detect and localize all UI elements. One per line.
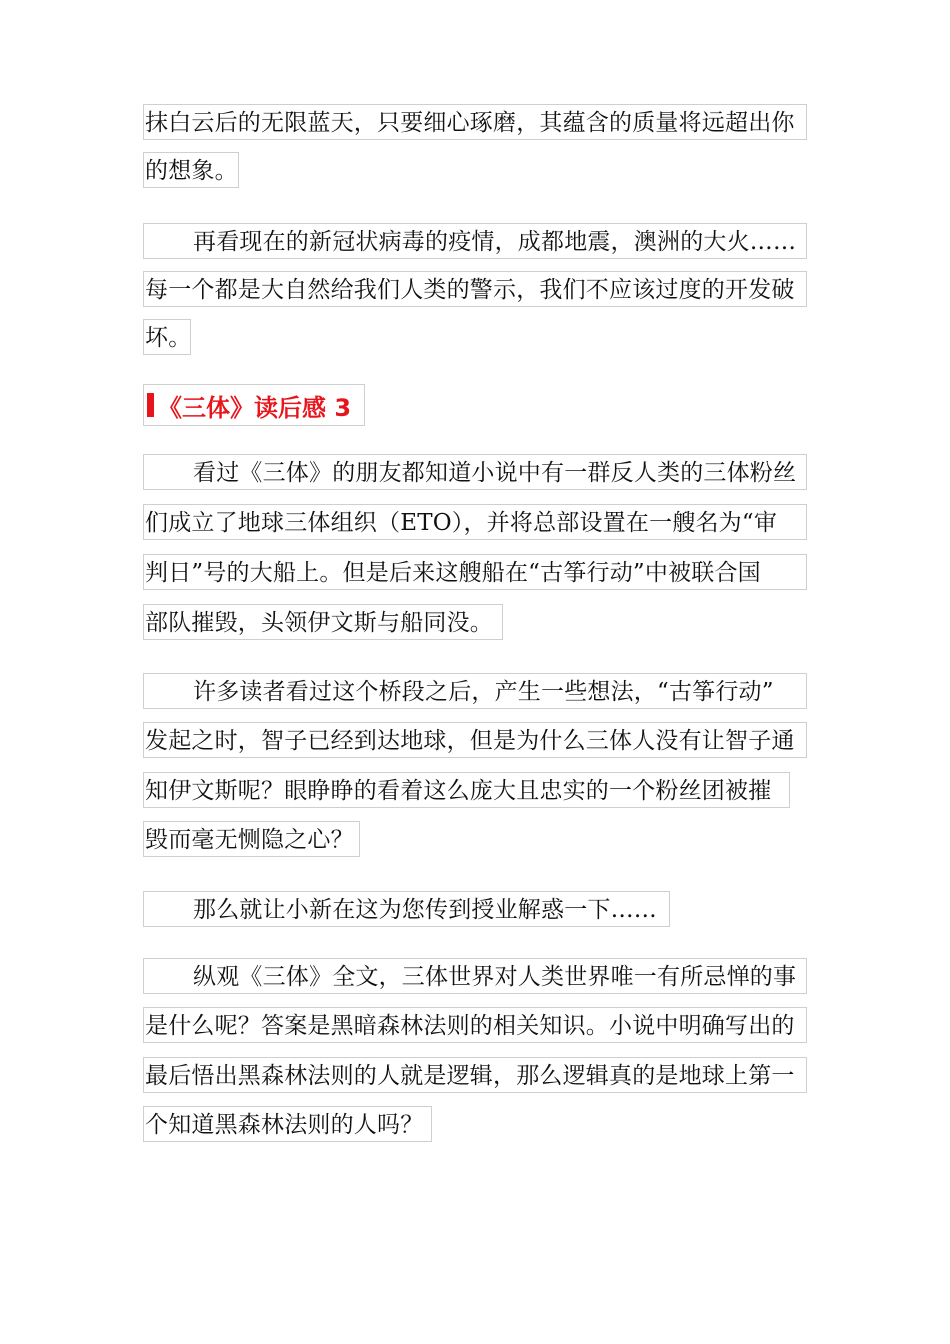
paragraph-line: 那么就让小新在这为您传到授业解惑一下…… [143, 891, 670, 927]
paragraph-line: 许多读者看过这个桥段之后，产生一些想法，“古筝行动” [143, 673, 807, 709]
paragraph-line: 是什么呢？答案是黑暗森林法则的相关知识。小说中明确写出的 [143, 1007, 807, 1043]
paragraph-line: 毁而毫无恻隐之心？ [143, 821, 360, 857]
paragraph-line: 的想象。 [143, 152, 239, 188]
paragraph-line: 知伊文斯呢？眼睁睁的看着这么庞大且忠实的一个粉丝团被摧 [143, 772, 790, 808]
paragraph-line: 抹白云后的无限蓝天，只要细心琢磨，其蕴含的质量将远超出你 [143, 104, 807, 140]
paragraph-line: 个知道黑森林法则的人吗？ [143, 1106, 432, 1142]
paragraph-line: 纵观《三体》全文，三体世界对人类世界唯一有所忌惮的事 [143, 958, 807, 994]
paragraph-line: 们成立了地球三体组织（ETO），并将总部设置在一艘名为“审 [143, 504, 807, 540]
paragraph-line: 坏。 [143, 319, 191, 355]
heading-marker-icon [147, 393, 154, 417]
section-heading [143, 384, 365, 426]
paragraph-line: 发起之时，智子已经到达地球，但是为什么三体人没有让智子通 [143, 722, 807, 758]
paragraph-line: 判日”号的大船上。但是后来这艘船在“古筝行动”中被联合国 [143, 554, 807, 590]
paragraph-line: 再看现在的新冠状病毒的疫情，成都地震，澳洲的大火…… [143, 223, 807, 259]
paragraph-line: 每一个都是大自然给我们人类的警示，我们不应该过度的开发破 [143, 271, 807, 307]
paragraph-line: 看过《三体》的朋友都知道小说中有一群反人类的三体粉丝 [143, 454, 807, 490]
paragraph-line: 部队摧毁，头领伊文斯与船同没。 [143, 604, 503, 640]
heading-text: 《三体》读后感 3 [158, 393, 352, 422]
paragraph-line: 最后悟出黑森林法则的人就是逻辑，那么逻辑真的是地球上第一 [143, 1057, 807, 1093]
